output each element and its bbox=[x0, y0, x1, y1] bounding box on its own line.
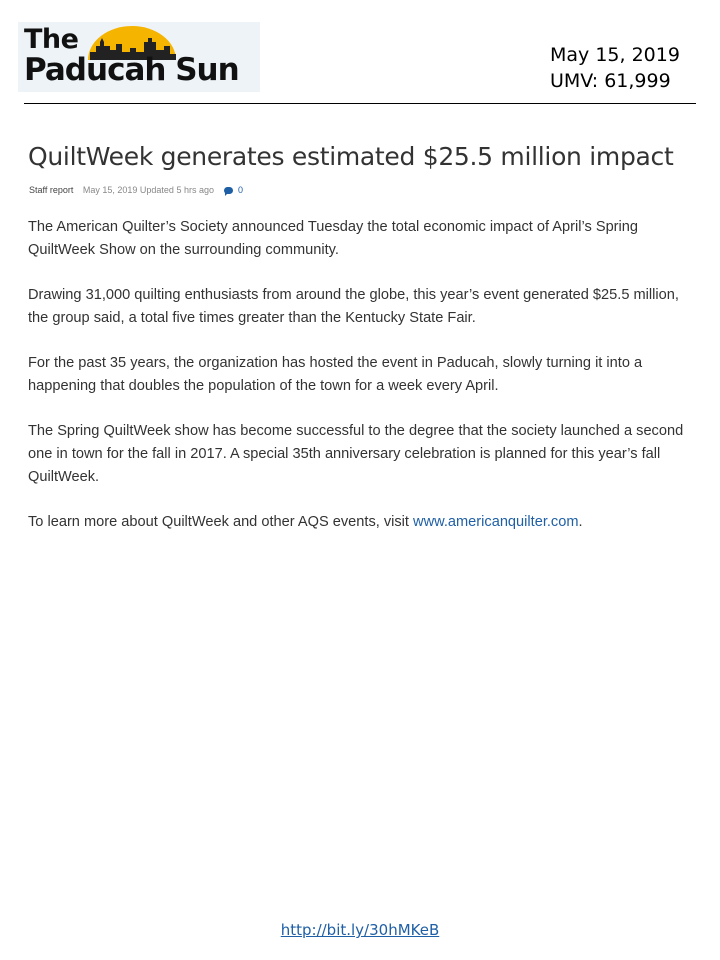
logo-text-the: The bbox=[24, 24, 79, 55]
article-paragraph: Drawing 31,000 quilting enthusiasts from around the globe, this year’s event generated $25.5 million, the group said, a total five times greater than the Kentucky State Fair. bbox=[28, 287, 679, 326]
article-paragraph: The Spring QuiltWeek show has become successful to the degree that the society launched a second one in town for the fall in 2017. A special 35th anniversary celebration is planned for this year’s fall QuiltWeek. bbox=[28, 423, 684, 485]
comments-link[interactable] bbox=[224, 185, 243, 195]
clip-umv: UMV: 61,999 bbox=[550, 70, 671, 92]
comment-icon bbox=[224, 187, 233, 194]
byline-author[interactable]: Staff report bbox=[29, 185, 74, 195]
clip-date: May 15, 2019 bbox=[550, 44, 680, 66]
article-closing-paragraph bbox=[28, 511, 700, 534]
header-divider bbox=[24, 103, 696, 104]
closing-prefix: To learn more about QuiltWeek and other AQS events, visit bbox=[28, 514, 414, 530]
article-headline: QuiltWeek generates estimated $25.5 million impact bbox=[28, 142, 674, 171]
article-body bbox=[28, 216, 700, 556]
byline-date: May 15, 2019 Updated 5 hrs ago bbox=[82, 185, 214, 195]
short-url-footer bbox=[0, 921, 720, 939]
article-paragraph: For the past 35 years, the organization has hosted the event in Paducah, slowly turning it into a happening that doubles the population of the town for a week every April. bbox=[28, 355, 643, 394]
closing-suffix: . bbox=[578, 514, 583, 530]
paducah-sun-logo bbox=[18, 22, 260, 92]
comment-count: 0 bbox=[238, 185, 244, 195]
clip-meta bbox=[550, 42, 680, 94]
short-url-link[interactable]: http://bit.ly/30hMKeB bbox=[280, 921, 440, 939]
logo-text-name: Paducah Sun bbox=[24, 52, 239, 88]
article-byline bbox=[29, 185, 243, 195]
article-paragraph: The American Quilter’s Society announced Tuesday the total economic impact of April’s Spring QuiltWeek Show on the surrounding community. bbox=[28, 219, 639, 258]
americanquilter-link[interactable]: www.americanquilter.com bbox=[413, 514, 579, 530]
